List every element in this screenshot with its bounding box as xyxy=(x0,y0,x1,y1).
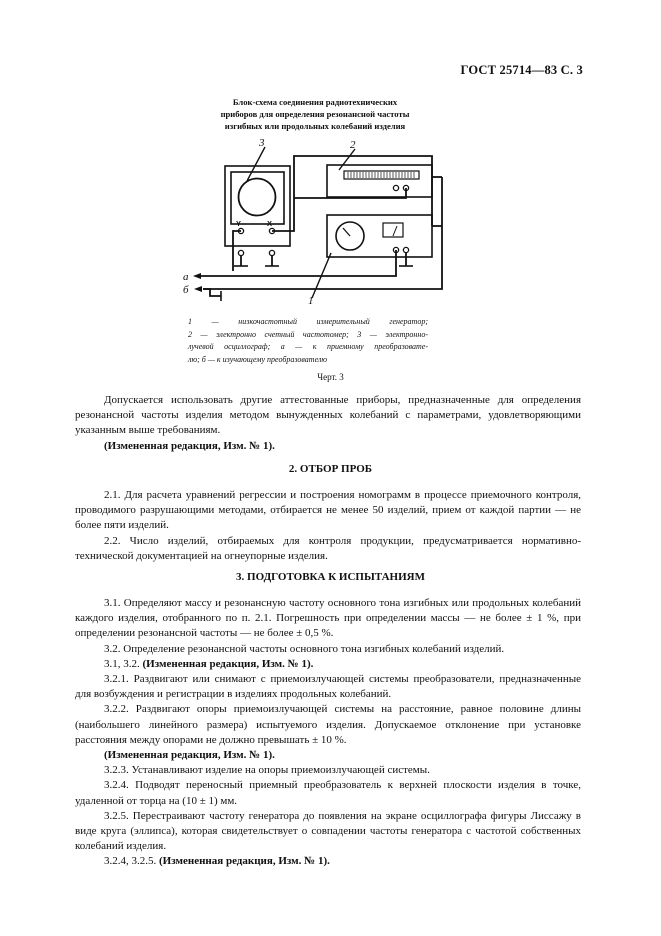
label-b: б xyxy=(183,284,189,296)
intro-block xyxy=(75,393,581,454)
paragraph-3-2-5: 3.2.5. Перестраивают частоту генератора до появления на экране осциллографа фигуры Лиссажу в виде круга (эллипса), которая свидетельствует о совпадении частоты генератора с частотой собственных колебаний изделия. xyxy=(75,809,581,853)
legend-line-1: 1 — низкочастотный измерительный генератор; xyxy=(188,317,428,326)
intro-paragraph: Допускается использовать другие аттестованные приборы, предназначенные для определения резонансной частоты изделия методом вынужденных колебаний с параметрами, удовлетворяющими указанным выше требованиям. xyxy=(75,394,581,437)
caption-line-1: Блок-схема соединения радиотехнических xyxy=(232,97,398,107)
block-diagram xyxy=(0,0,661,320)
edit-note-3-1-3-2-number: 3.1, 3.2. xyxy=(104,657,140,670)
intro-edit-note: (Измененная редакция, Изм. № 1). xyxy=(104,439,275,452)
section-3-body xyxy=(75,596,581,870)
label-input-x: X xyxy=(267,219,273,228)
edit-note-3-2-2: (Измененная редакция, Изм. № 1). xyxy=(104,749,275,762)
paragraph-2-1: 2.1. Для расчета уравнений регрессии и построения номограмм в процессе приемочного контроля, проводимого разрушающими методами, отбирается не менее 50 изделий, прием от каждой партии — не более пяти изделий. xyxy=(75,489,581,532)
label-generator-1: 1 xyxy=(308,295,314,307)
legend-line-3: лучевой осциллограф; а — к приемному преобразовате- xyxy=(188,342,428,351)
edit-note-3-1-3-2 xyxy=(75,657,581,672)
paragraph-3-2-3: 3.2.3. Устанавливают изделие на опоры приемоизлучающей системы. xyxy=(104,764,430,777)
paragraph-3-2-1: 3.2.1. Раздвигают или снимают с приемоизлучающей системы преобразователи, предназначенные для возбуждения и регистрации в изделиях продольных колебаний. xyxy=(75,673,581,701)
paragraph-3-2-2: 3.2.2. Раздвигают опоры приемоизлучающей системы на расстояние, равное половине длины (наибольшего линейного размера) испытуемого изделия. Допускаемое отклонение при установке расстояния между опорами не должно превышать ± 10 %. xyxy=(75,703,581,746)
output-a-arrow xyxy=(193,273,201,279)
legend-line-2: 2 — электронно счетный частотомер; 3 — электронно- xyxy=(188,329,428,339)
section-2-title: 2. ОТБОР ПРОБ xyxy=(288,463,373,475)
edit-note-3-2-4-3-2-5-number: 3.2.4, 3.2.5. xyxy=(104,855,157,868)
label-counter-2: 2 xyxy=(350,139,356,151)
label-input-y: Y xyxy=(236,219,242,228)
label-oscilloscope-3: 3 xyxy=(259,137,265,149)
paragraph-2-2: 2.2. Число изделий, отбираемых для контроля продукции, предусматривается нормативно-технической документацией на огнеупорные изделия. xyxy=(75,534,581,562)
diagram-legend xyxy=(188,316,428,366)
caption-line-3: изгибных или продольных колебаний изделия xyxy=(224,121,406,131)
paragraph-3-2-4: 3.2.4. Подводят переносный приемный преобразователь к верхней плоскости изделия в точке, удаленной от торца на (10 ± 1) мм. xyxy=(75,779,581,807)
terminals xyxy=(238,185,408,255)
edit-note-3-2-4-3-2-5 xyxy=(75,854,581,869)
frequency-counter-box xyxy=(327,165,432,197)
page-header: ГОСТ 25714—83 С. 3 xyxy=(460,63,583,77)
caption-line-2: приборов для определения резонансной частоты xyxy=(220,109,410,119)
edit-note-3-2-4-3-2-5-text: (Измененная редакция, Изм. № 1). xyxy=(159,855,330,868)
generator-box xyxy=(327,215,432,257)
paragraph-3-1: 3.1. Определяют массу и резонансную частоту основного тона изгибных или продольных колебаний каждого изделия, отобранного по п. 2.1. Погрешность при определении массы — не более ± 1 %, при определении резонансной частоты — не более ± 0,5 %. xyxy=(75,597,581,640)
section-3-title: 3. ПОДГОТОВКА К ИСПЫТАНИЯМ xyxy=(236,571,425,583)
edit-note-3-1-3-2-text: (Измененная редакция, Изм. № 1). xyxy=(142,657,314,670)
section-2-body xyxy=(75,488,581,564)
legend-line-4: лю; б — к изучающему преобразователю xyxy=(188,354,328,364)
paragraph-3-2: 3.2. Определение резонансной частоты основного тона изгибных колебаний изделий. xyxy=(104,642,505,655)
label-a: а xyxy=(183,271,189,283)
output-b-arrow xyxy=(194,286,202,292)
figure-label: Черт. 3 xyxy=(317,372,344,382)
oscilloscope-screen xyxy=(239,179,276,216)
